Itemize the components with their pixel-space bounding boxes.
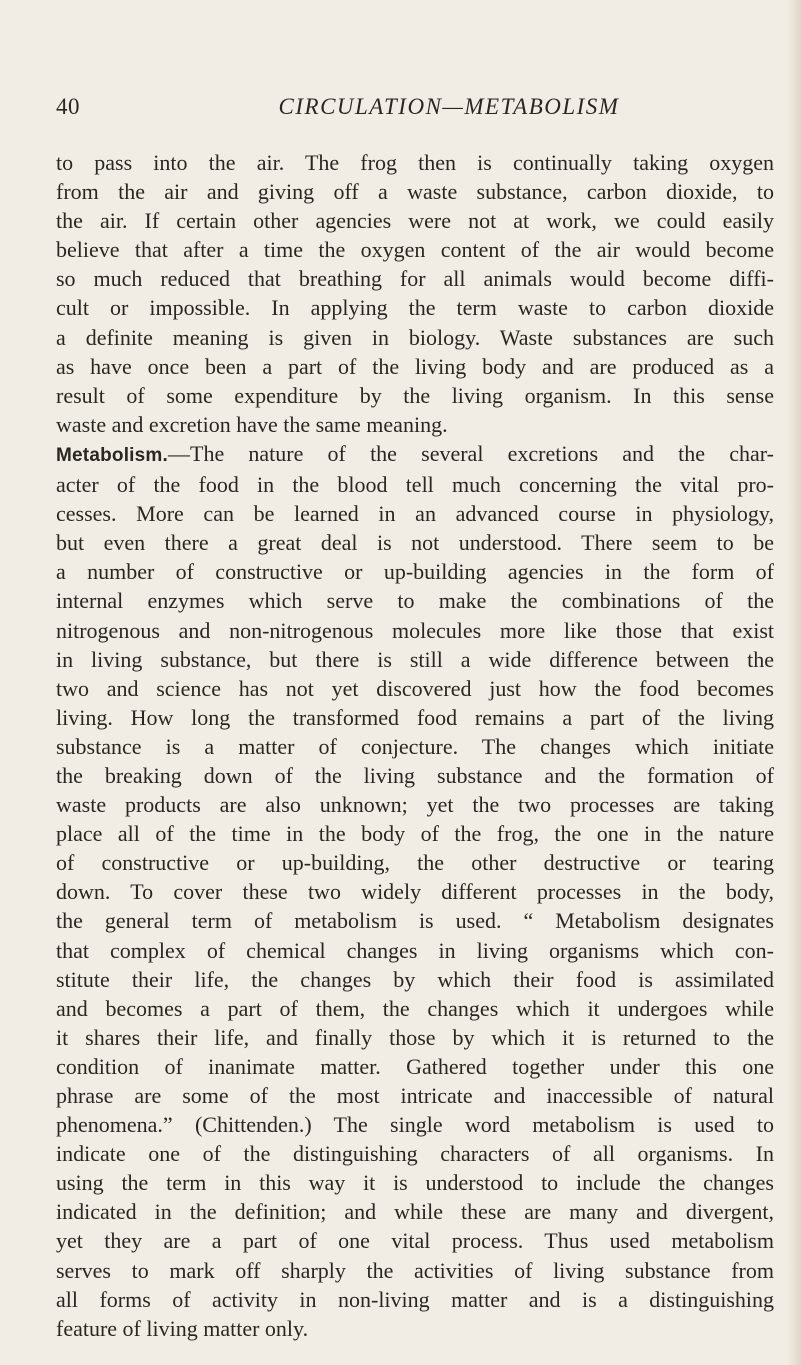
text-line: to pass into the air. The frog then is continually taking oxygen [56, 150, 774, 175]
text-line: nitrogenous and non-nitrogenous molecules more like those that exist [56, 617, 774, 643]
page-edge-shadow [787, 0, 801, 1365]
text-line: acter of the food in the blood tell much concerning the vital pro- [56, 472, 774, 498]
text-line: that complex of chemical changes in living organisms which con- [56, 937, 774, 963]
text-line: waste products are also unknown; yet the two processes are taking [56, 792, 774, 818]
text-line: so much reduced that breathing for all animals would become diffi- [56, 266, 774, 292]
page-number: 40 [56, 94, 80, 119]
text-line: place all of the time in the body of the frog, the one in the nature [56, 821, 774, 847]
text-line: phenomena.” (Chittenden.) The single word metabolism is used to [56, 1112, 774, 1138]
text-line: two and science has not yet discovered just how the food becomes [56, 675, 774, 701]
text-line: —The nature of the several excretions and the char- [168, 440, 774, 466]
text-line: and becomes a part of them, the changes which it undergoes while [56, 995, 774, 1021]
running-head: CIRCULATION—METABOLISM [278, 94, 620, 119]
section-heading: Metabolism. [56, 444, 168, 466]
body-text [56, 148, 774, 1343]
text-line: waste and excretion have the same meaning. [56, 411, 448, 437]
text-line: as have once been a part of the living body and are produced as a [56, 353, 774, 379]
text-line: phrase are some of the most intricate and inaccessible of natural [56, 1083, 774, 1108]
text-line: cesses. More can be learned in an advanced course in physiology, [56, 501, 774, 527]
text-line: cult or impossible. In applying the term waste to carbon dioxide [56, 295, 774, 321]
text-line: serves to mark off sharply the activities of living substance from [56, 1257, 774, 1283]
text-line: it shares their life, and finally those by which it is returned to the [56, 1024, 774, 1050]
text-line: a number of constructive or up-building agencies in the form of [56, 559, 774, 585]
text-line: result of some expenditure by the living organism. In this sense [56, 382, 774, 408]
text-line: the general term of metabolism is used. “ Metabolism designates [56, 908, 774, 934]
text-line: in living substance, but there is still a wide difference between the [56, 646, 774, 672]
text-line: the breaking down of the living substance and the formation of [56, 762, 774, 788]
text-line: feature of living matter only. [56, 1315, 309, 1341]
text-line: indicated in the definition; and while these are many and divergent, [56, 1199, 774, 1225]
text-line: all forms of activity in non-living matter and is a distinguishing [56, 1286, 774, 1312]
text-line: but even there a great deal is not understood. There seem to be [56, 530, 774, 556]
text-line: using the term in this way it is understood to include the changes [56, 1170, 774, 1196]
text-line: down. To cover these two widely different processes in the body, [56, 879, 774, 905]
text-line: substance is a matter of conjecture. The changes which initiate [56, 733, 774, 759]
text-line: the air. If certain other agencies were not at work, we could easily [56, 208, 774, 234]
text-line: of constructive or up-building, the other destructive or tearing [56, 850, 774, 876]
page-header [56, 94, 772, 134]
text-line: a definite meaning is given in biology. Waste substances are such [56, 324, 774, 350]
text-line: condition of inanimate matter. Gathered together under this one [56, 1053, 774, 1079]
text-line: believe that after a time the oxygen content of the air would become [56, 237, 774, 263]
text-line: internal enzymes which serve to make the combinations of the [56, 588, 774, 614]
text-line: stitute their life, the changes by which their food is assimilated [56, 966, 774, 992]
text-line: yet they are a part of one vital process. Thus used metabolism [56, 1228, 774, 1254]
text-line: living. How long the transformed food remains a part of the living [56, 704, 774, 730]
text-line: indicate one of the distinguishing characters of all organisms. In [56, 1141, 774, 1167]
section-heading-line [56, 439, 774, 470]
text-line: from the air and giving off a waste substance, carbon dioxide, to [56, 179, 774, 205]
